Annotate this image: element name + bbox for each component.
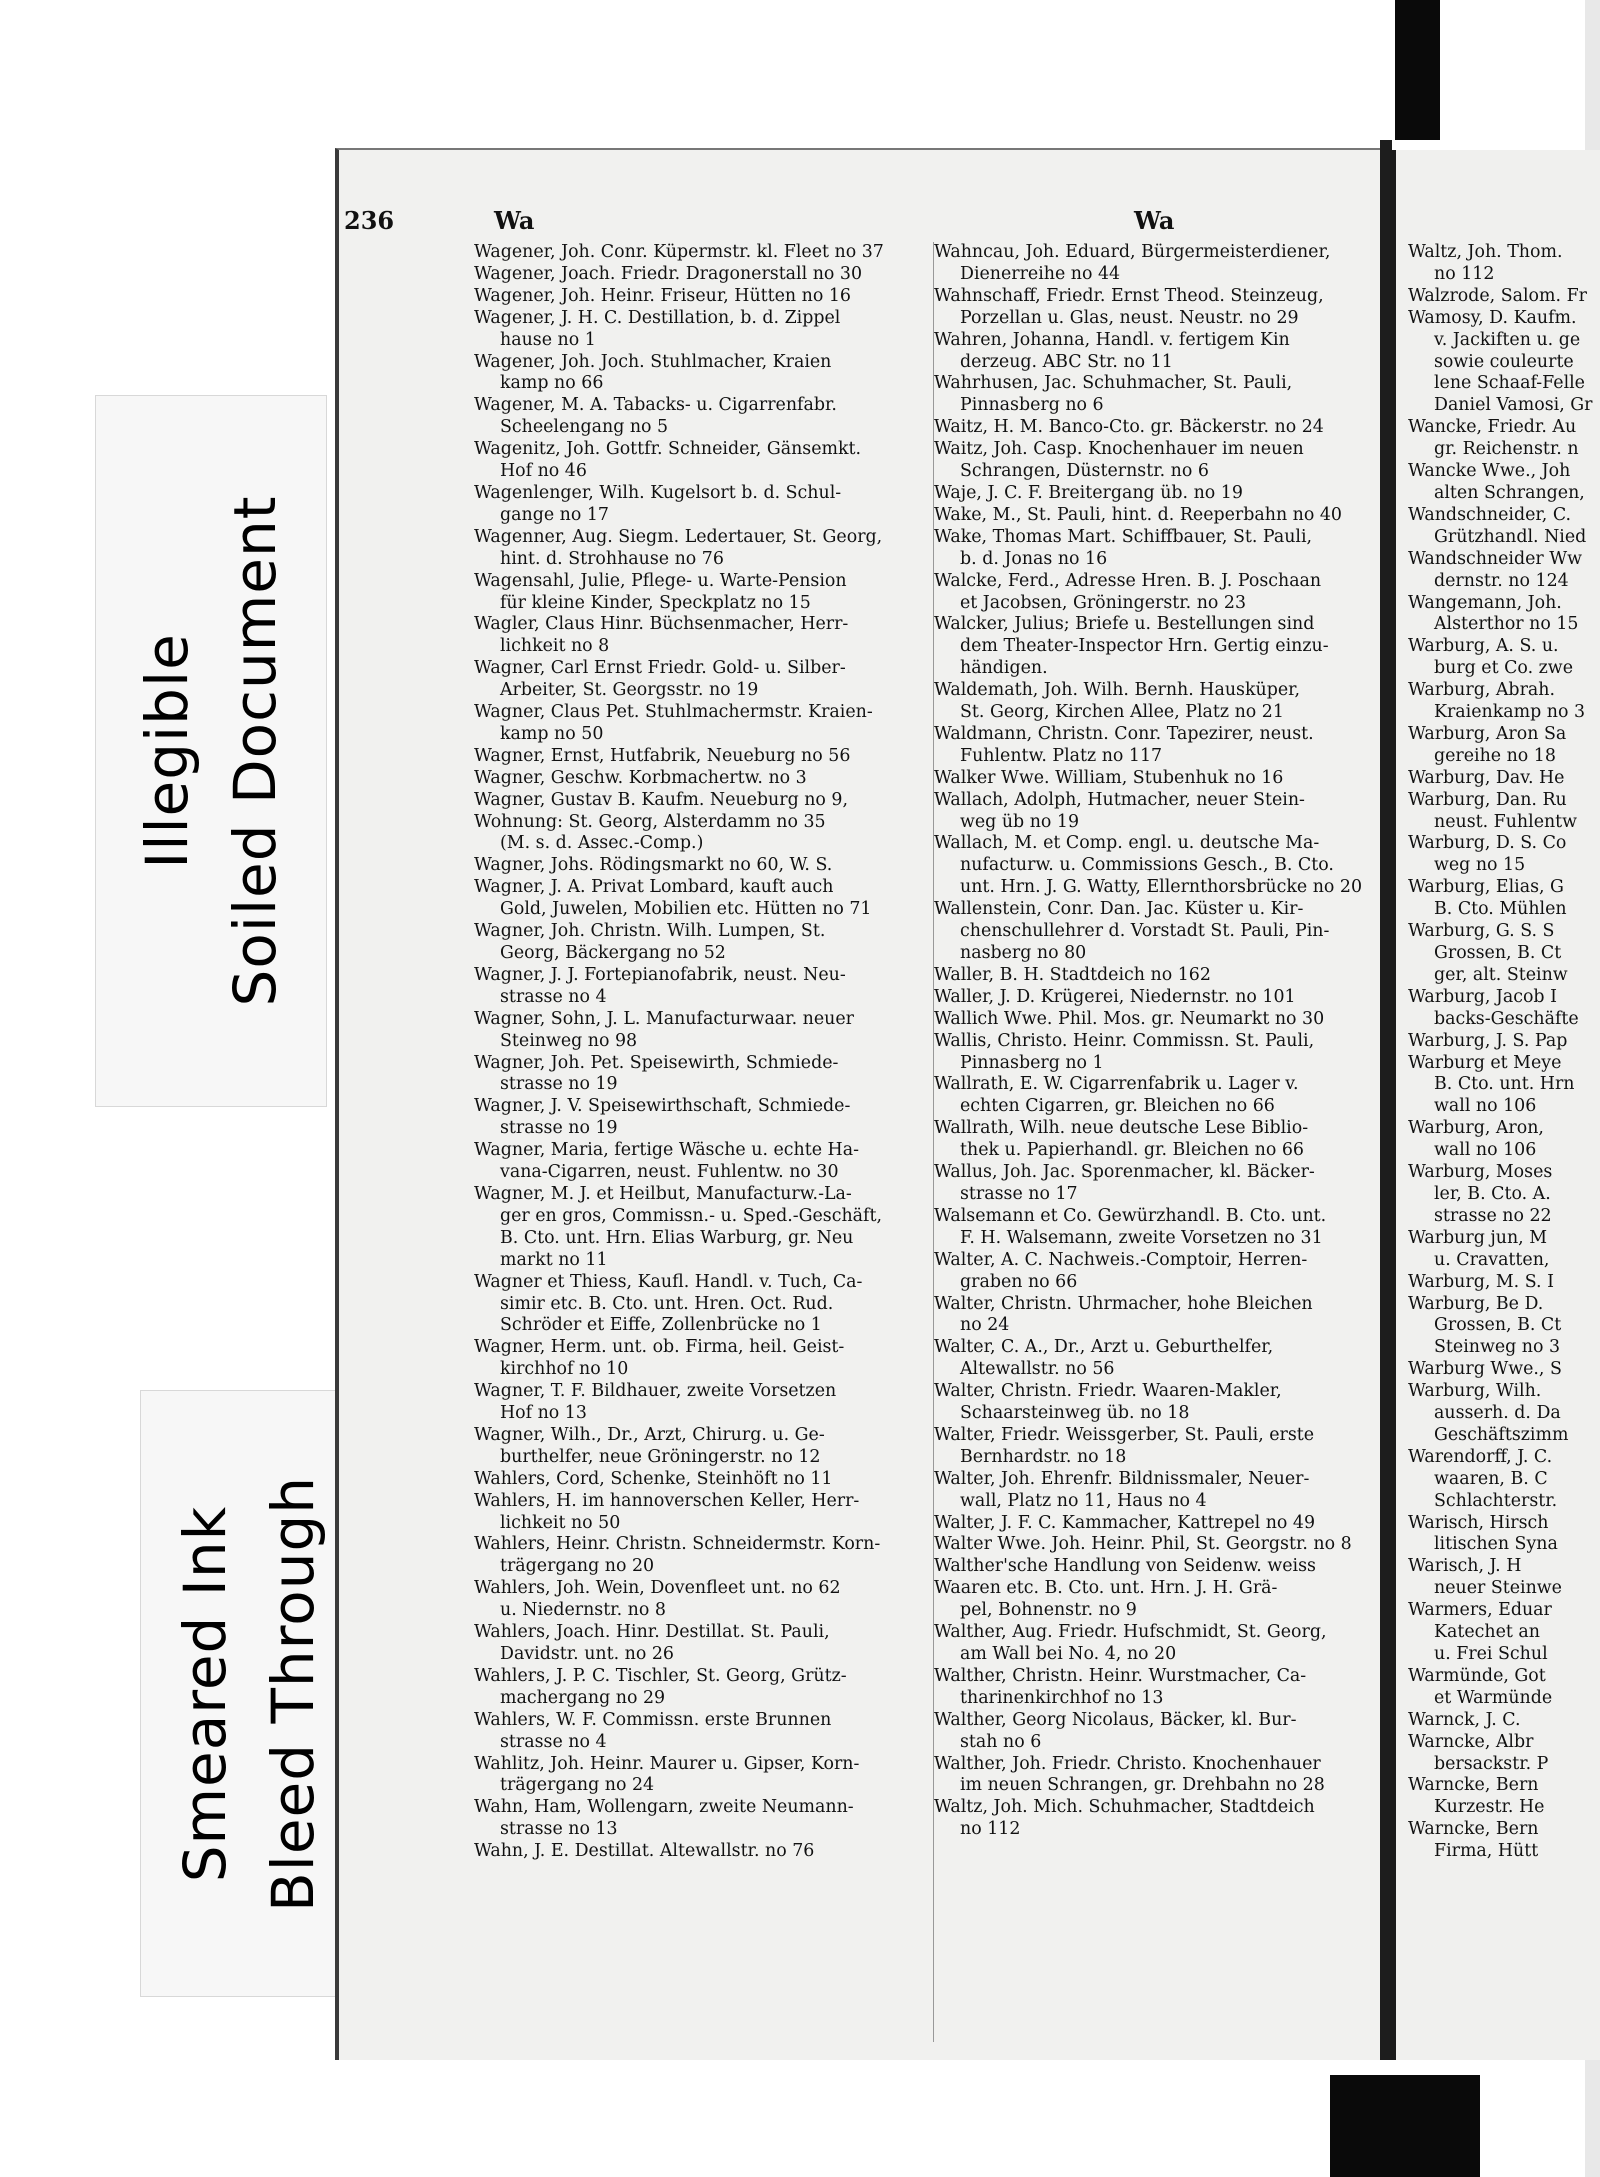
directory-entry-line: Warburg jun, M [1408,1227,1548,1248]
directory-entry-line: Wagner, Sohn, J. L. Manufacturwaar. neuer [474,1008,854,1029]
directory-entry-line: Warmünde, Got [1408,1665,1546,1686]
directory-entry-line: Wancke Wwe., Joh [1408,461,1571,482]
directory-entry-line: Wahnschaff, Friedr. Ernst Theod. Steinzeug, [934,285,1324,306]
directory-entry-line: no 112 [960,1819,1021,1840]
directory-entry-line: Wagner, M. J. et Heilbut, Manufacturw.-La- [474,1183,852,1204]
directory-entry-line: strasse no 19 [500,1118,618,1139]
directory-entry-line: Warmers, Eduar [1408,1600,1552,1621]
directory-entry-line: Wahlitz, Joh. Heinr. Maurer u. Gipser, Korn- [474,1753,860,1774]
directory-entry-line: strasse no 19 [500,1074,618,1095]
directory-entry-line: dem Theater-Inspector Hrn. Gertig einzu- [960,636,1329,657]
directory-entry-line: Wangemann, Joh. [1408,592,1562,613]
directory-entry-line: Wallrath, E. W. Cigarrenfabrik u. Lager v. [934,1074,1299,1095]
directory-entry-line: u. Cravatten, [1434,1249,1550,1270]
directory-entry-line: Warburg, Moses [1408,1162,1553,1183]
directory-entry-line: no 112 [1434,263,1495,284]
directory-entry-line: Wagner, Carl Ernst Friedr. Gold- u. Silber- [474,658,846,679]
directory-entry-line: wall, Platz no 11, Haus no 4 [960,1490,1207,1511]
directory-entry-line: Wahlers, Joach. Hinr. Destillat. St. Pauli, [474,1622,830,1643]
directory-entry-line: no 24 [960,1315,1010,1336]
directory-entry-line: Waitz, H. M. Banco-Cto. gr. Bäckerstr. no 24 [934,417,1324,438]
directory-entry-line: Wallis, Christo. Heinr. Commissn. St. Pauli, [934,1030,1315,1051]
directory-entry-line: gr. Reichenstr. n [1434,439,1579,460]
directory-entry-line: Walker Wwe. William, Stubenhuk no 16 [934,767,1284,788]
directory-entry-line: unt. Hrn. J. G. Watty, Ellernthorsbrücke no 20 [960,877,1363,898]
directory-entry-line: Walter, Joh. Ehrenfr. Bildnissmaler, Neuer- [934,1468,1310,1489]
directory-entry-line: Kraienkamp no 3 [1434,702,1586,723]
directory-entry-line: wall no 106 [1434,1140,1537,1161]
directory-entry-line: Wagenlenger, Wilh. Kugelsort b. d. Schul- [474,482,842,503]
directory-entry-line: Wagner, Maria, fertige Wäsche u. echte Ha- [474,1140,859,1161]
directory-entry-line: Warncke, Bern [1408,1819,1539,1840]
directory-entry-line: Wandschneider, C. [1408,504,1572,525]
directory-entry-line: Wagener, Joach. Friedr. Dragonerstall no 30 [474,263,863,284]
directory-entry-line: Walzrode, Salom. Fr [1408,285,1587,306]
right-column [1408,242,1600,1863]
directory-entry-line: lichkeit no 8 [500,636,610,657]
directory-entry-line: Wancke, Friedr. Au [1408,417,1577,438]
directory-entry-line: wall no 106 [1434,1096,1537,1117]
directory-entry-line: Wahlers, W. F. Commissn. erste Brunnen [474,1709,832,1730]
directory-entry-line: Wagenner, Aug. Siegm. Ledertauer, St. Georg, [474,526,883,547]
left-column [474,242,929,1863]
directory-entry-line: kirchhof no 10 [500,1359,629,1380]
directory-entry-line: Wagensahl, Julie, Pflege- u. Warte-Pension [474,570,847,591]
directory-entry-line: Wahncau, Joh. Eduard, Bürgermeisterdiener, [934,242,1331,262]
directory-entry-line: chenschullehrer d. Vorstadt St. Pauli, Pin- [960,921,1330,942]
directory-entry-line: nasberg no 80 [960,943,1087,963]
directory-entry-line: im neuen Schrangen, gr. Drehbahn no 28 [960,1775,1325,1796]
directory-entry-line: am Wall bei No. 4, no 20 [960,1644,1177,1664]
directory-entry-line: Grützhandl. Nied [1434,526,1587,547]
directory-entry-line: Wagner, Wilh., Dr., Arzt, Chirurg. u. Ge- [474,1424,825,1445]
directory-entry-line: strasse no 22 [1434,1205,1552,1226]
label-smeared-ink: Smeared Ink [170,1505,239,1882]
directory-entry-line: Schlachterstr. [1434,1490,1558,1511]
directory-entry-line: Wahlers, J. P. C. Tischler, St. Georg, Grütz- [474,1665,847,1686]
directory-entry-line: Wagler, Claus Hinr. Büchsenmacher, Herr- [474,614,849,635]
directory-entry-line: B. Cto. unt. Hrn [1434,1074,1575,1095]
degradation-label-card-top [95,395,327,1107]
directory-entry-line: Warburg, Jacob I [1408,986,1557,1007]
directory-entry-line: für kleine Kinder, Speckplatz no 15 [500,592,811,613]
directory-entry-line: Schaarsteinweg üb. no 18 [960,1403,1190,1424]
directory-entry-line: Wallus, Joh. Jac. Sporenmacher, kl. Bäcker- [934,1162,1315,1183]
degradation-label-card-bottom [140,1390,357,1997]
directory-entry-line: Walter, A. C. Nachweis.-Comptoir, Herren- [934,1249,1308,1270]
directory-entry-line: Wagner, Joh. Christn. Wilh. Lumpen, St. [474,921,826,942]
facing-page [1390,150,1600,2060]
directory-entry-line: Walther'sche Handlung von Seidenw. weiss [934,1556,1316,1577]
directory-entry-line: strasse no 17 [960,1183,1078,1204]
directory-entry-line: Warburg, Elias, G [1408,877,1564,898]
directory-entry-line: Steinweg no 98 [500,1030,638,1051]
directory-entry-line: Porzellan u. Glas, neust. Neustr. no 29 [960,307,1299,328]
directory-entry-line: simir etc. B. Cto. unt. Hren. Oct. Rud. [500,1293,834,1314]
directory-entry-line: Alsterthor no 15 [1434,614,1579,635]
page-header-right: Wa [1134,206,1175,235]
directory-entry-line: B. Cto. Mühlen [1434,899,1567,920]
directory-entry-line: Wagner, Gustav B. Kaufm. Neueburg no 9, [474,789,849,810]
directory-entry-line: Wagener, Joh. Joch. Stuhlmacher, Kraien [474,351,832,372]
directory-entry-line: Wallach, Adolph, Hutmacher, neuer Stein- [934,789,1305,810]
directory-entry-line: lichkeit no 50 [500,1512,621,1533]
scan-dark-strip-bottom [1330,2075,1480,2177]
directory-entry-line: backs-Geschäfte [1434,1008,1579,1029]
directory-entry-line: Dienerreihe no 44 [960,263,1121,284]
directory-entry-line: Walcker, Julius; Briefe u. Bestellungen sind [934,614,1315,635]
directory-entry-line: vana-Cigarren, neust. Fuhlentw. no 30 [500,1162,839,1183]
directory-entry-line: burg et Co. zwe [1434,658,1573,679]
directory-entry-line: Wahrhusen, Jac. Schuhmacher, St. Pauli, [934,373,1293,394]
directory-entry-line: Warburg, G. S. S [1408,921,1555,942]
directory-entry-line: ger en gros, Commissn.- u. Sped.-Geschäft, [500,1205,882,1226]
directory-entry-line: Wallrath, Wilh. neue deutsche Lese Biblio- [934,1118,1309,1139]
directory-page [335,148,1389,2060]
directory-entry-line: Wagner, Joh. Pet. Speisewirth, Schmiede- [474,1052,839,1073]
directory-entry-line: Wahlers, H. im hannoverschen Keller, Herr- [474,1490,860,1511]
label-soiled-document: Soiled Document [221,495,289,1007]
directory-entry-line: Wahren, Johanna, Handl. v. fertigem Kin [934,329,1290,350]
directory-entry-line: Schröder et Eiffe, Zollenbrücke no 1 [500,1315,822,1336]
directory-entry-line: Geschäftszimm [1434,1424,1569,1445]
directory-entry-line: burthelfer, neue Gröningerstr. no 12 [500,1446,821,1467]
directory-entry-line: Walter, C. A., Dr., Arzt u. Geburthelfer, [934,1337,1274,1358]
directory-entry-line: weg üb no 19 [960,811,1080,832]
directory-entry-line: Warburg, J. S. Pap [1408,1030,1568,1051]
directory-entry-line: Warisch, J. H [1408,1556,1522,1577]
directory-entry-line: Schrangen, Düsternstr. no 6 [960,461,1209,482]
directory-entry-line: Wagener, J. H. C. Destillation, b. d. Zippel [474,307,841,328]
directory-entry-line: Pinnasberg no 1 [960,1052,1104,1073]
directory-entry-line: Walter, J. F. C. Kammacher, Kattrepel no 49 [934,1512,1316,1533]
directory-entry-line: Walther, Aug. Friedr. Hufschmidt, St. Georg, [934,1622,1327,1643]
directory-entry-line: graben no 66 [960,1271,1078,1292]
directory-entry-line: v. Jackiften u. ge [1434,329,1581,350]
directory-entry-line: Katechet an [1434,1622,1540,1643]
directory-entry-line: Davidstr. unt. no 26 [500,1644,674,1664]
directory-entry-line: Wahlers, Cord, Schenke, Steinhöft no 11 [474,1468,833,1489]
directory-entry-line: Warburg, D. S. Co [1408,833,1567,854]
directory-entry-line: u. Niedernstr. no 8 [500,1600,666,1621]
directory-entry-line: händigen. [960,658,1048,679]
directory-entry-line: alten Schrangen, [1434,482,1585,503]
middle-column [934,242,1376,1841]
directory-entry-line: pel, Bohnenstr. no 9 [960,1600,1137,1621]
directory-entry-line: Wagner, Geschw. Korbmachertw. no 3 [474,767,807,788]
directory-entry-line: Wake, Thomas Mart. Schiffbauer, St. Pauli, [934,526,1313,547]
directory-entry-line: Wagner, T. F. Bildhauer, zweite Vorsetzen [474,1381,837,1402]
directory-entry-line: thek u. Papierhandl. gr. Bleichen no 66 [960,1140,1304,1161]
directory-entry-line: tharinenkirchhof no 13 [960,1687,1164,1708]
directory-entry-line: Wagener, M. A. Tabacks- u. Cigarrenfabr. [474,395,837,416]
directory-entry-line: Wagner, J. A. Privat Lombard, kauft auch [474,877,834,898]
directory-entry-line: u. Frei Schul [1434,1644,1548,1664]
directory-entry-line: strasse no 13 [500,1819,618,1840]
directory-entry-line: Daniel Vamosi, Gr [1434,395,1593,416]
directory-entry-line: Kurzestr. He [1434,1797,1545,1818]
directory-entry-line: Pinnasberg no 6 [960,395,1104,416]
directory-entry-line: ausserh. d. Da [1434,1403,1561,1424]
directory-entry-line: machergang no 29 [500,1687,666,1708]
directory-entry-line: Warncke, Bern [1408,1775,1539,1796]
directory-entry-line: Wagener, Joh. Conr. Küpermstr. kl. Fleet no 37 [474,242,884,262]
directory-entry-line: nufacturw. u. Commissions Gesch., B. Cto. [960,855,1334,876]
directory-entry-line: derzeug. ABC Str. no 11 [960,351,1173,372]
directory-entry-line: strasse no 4 [500,1731,607,1752]
directory-entry-line: St. Georg, Kirchen Allee, Platz no 21 [960,702,1284,723]
directory-entry-line: Warburg, Be D. [1408,1293,1544,1314]
directory-entry-line: Warburg, M. S. I [1408,1271,1554,1292]
directory-entry-line: Wahlers, Heinr. Christn. Schneidermstr. Korn- [474,1534,881,1555]
directory-entry-line: hause no 1 [500,329,596,350]
directory-entry-line: Wandschneider Ww [1408,548,1583,569]
directory-entry-line: et Jacobsen, Gröningerstr. no 23 [960,592,1247,613]
directory-entry-line: Wake, M., St. Pauli, hint. d. Reeperbahn no 40 [934,504,1342,525]
directory-entry-line: Waller, B. H. Stadtdeich no 162 [934,964,1211,985]
label-illegible: Illegible [133,633,201,869]
directory-entry-line: Grossen, B. Ct [1434,1315,1562,1336]
directory-entry-line: Warburg, Wilh. [1408,1381,1542,1402]
directory-entry-line: F. H. Walsemann, zweite Vorsetzen no 31 [960,1227,1323,1248]
directory-entry-line: litischen Syna [1434,1534,1558,1555]
directory-entry-line: (M. s. d. Assec.-Comp.) [500,833,704,854]
directory-entry-line: gereihe no 18 [1434,745,1556,766]
directory-entry-line: Wallach, M. et Comp. engl. u. deutsche Ma- [934,833,1320,854]
scan-dark-strip-top [1395,0,1440,140]
directory-entry-line: Altewallstr. no 56 [960,1359,1115,1380]
directory-entry-line: lene Schaaf-Felle [1434,373,1585,394]
directory-entry-line: Wagner, Claus Pet. Stuhlmachermstr. Kraien- [474,702,873,723]
directory-entry-line: Wallich Wwe. Phil. Mos. gr. Neumarkt no 30 [934,1008,1325,1029]
directory-entry-line: markt no 11 [500,1249,608,1270]
directory-entry-line: Waitz, Joh. Casp. Knochenhauer im neuen [934,439,1304,460]
directory-entry-line: Gold, Juwelen, Mobilien etc. Hütten no 71 [500,899,872,920]
directory-entry-line: Warnck, J. C. [1408,1709,1521,1730]
directory-entry-line: waaren, B. C [1434,1468,1548,1489]
directory-entry-line: dernstr. no 124 [1434,570,1569,591]
directory-entry-line: trägergang no 20 [500,1556,655,1577]
directory-entry-line: sowie couleurte [1434,351,1574,372]
directory-entry-line: Fuhlentw. Platz no 117 [960,745,1163,766]
directory-entry-line: trägergang no 24 [500,1775,655,1796]
directory-entry-line: Warburg et Meye [1408,1052,1562,1073]
directory-entry-line: Walter, Christn. Uhrmacher, hohe Bleichen [934,1293,1313,1314]
directory-entry-line: Walther, Christn. Heinr. Wurstmacher, Ca- [934,1665,1307,1686]
directory-entry-line: Wagner et Thiess, Kaufl. Handl. v. Tuch, Ca- [474,1271,863,1292]
directory-entry-line: Walter, Friedr. Weissgerber, St. Pauli, erste [934,1424,1315,1445]
directory-entry-line: gange no 17 [500,504,609,525]
directory-entry-line: strasse no 4 [500,986,607,1007]
directory-entry-line: Waldemath, Joh. Wilh. Bernh. Hausküper, [934,680,1301,701]
directory-entry-line: ler, B. Cto. A. [1434,1183,1551,1204]
directory-entry-line: Wagenitz, Joh. Gottfr. Schneider, Gänsemkt. [474,439,862,460]
directory-entry-line: Waldmann, Christn. Conr. Tapezirer, neust. [934,723,1314,744]
directory-entry-line: kamp no 66 [500,373,604,394]
directory-entry-line: Walter, Christn. Friedr. Waaren-Makler, [934,1381,1282,1402]
page-number: 236 [344,206,395,235]
directory-entry-line: Warburg, Abrah. [1408,680,1555,701]
directory-entry-line: Waje, J. C. F. Breitergang üb. no 19 [934,482,1243,503]
directory-entry-line: Waaren etc. B. Cto. unt. Hrn. J. H. Grä- [934,1578,1278,1599]
directory-entry-line: Grossen, B. Ct [1434,943,1562,963]
directory-entry-line: Wahn, Ham, Wollengarn, zweite Neumann- [474,1797,854,1818]
directory-entry-line: Wahn, J. E. Destillat. Altewallstr. no 76 [474,1841,815,1862]
directory-entry-line: Wohnung: St. Georg, Alsterdamm no 35 [474,811,826,832]
directory-entry-line: Warburg, Aron, [1408,1118,1544,1139]
directory-entry-line: Warburg Wwe., S [1408,1359,1562,1380]
directory-entry-line: Wagner, J. V. Speisewirthschaft, Schmiede- [474,1096,851,1117]
directory-entry-line: et Warmünde [1434,1687,1553,1708]
directory-entry-line: Wagner, J. J. Fortepianofabrik, neust. Neu- [474,964,846,985]
directory-entry-line: Warncke, Albr [1408,1731,1534,1752]
directory-entry-line: Steinweg no 3 [1434,1337,1561,1358]
directory-entry-line: Wallenstein, Conr. Dan. Jac. Küster u. Kir- [934,899,1304,920]
directory-entry-line: Bernhardstr. no 18 [960,1446,1127,1467]
directory-entry-line: Warburg, A. S. u. [1408,636,1559,657]
directory-entry-line: Hof no 13 [500,1403,587,1424]
directory-entry-line: neust. Fuhlentw [1434,811,1578,832]
directory-entry-line: neuer Steinwe [1434,1578,1562,1599]
directory-entry-line: Wahlers, Joh. Wein, Dovenfleet unt. no 62 [474,1578,841,1599]
directory-entry-line: Firma, Hütt [1434,1841,1539,1862]
directory-entry-line: hint. d. Strohhause no 76 [500,548,724,569]
directory-entry-line: Walter Wwe. Joh. Heinr. Phil, St. Georgstr. no 8 [934,1534,1352,1555]
directory-entry-line: kamp no 50 [500,723,604,744]
directory-entry-line: b. d. Jonas no 16 [960,548,1108,569]
directory-entry-line: Georg, Bäckergang no 52 [500,943,726,963]
directory-entry-line: Wagner, Ernst, Hutfabrik, Neueburg no 56 [474,745,851,766]
directory-entry-line: echten Cigarren, gr. Bleichen no 66 [960,1096,1275,1117]
directory-entry-line: stah no 6 [960,1731,1042,1752]
directory-entry-line: weg no 15 [1434,855,1526,876]
directory-entry-line: Waller, J. D. Krügerei, Niedernstr. no 101 [934,986,1296,1007]
directory-entry-line: Walther, Georg Nicolaus, Bäcker, kl. Bur- [934,1709,1297,1730]
directory-entry-line: Scheelengang no 5 [500,417,669,438]
directory-entry-line: Waltz, Joh. Mich. Schuhmacher, Stadtdeich [934,1797,1315,1818]
directory-entry-line: Walcke, Ferd., Adresse Hren. B. J. Poschaan [934,570,1322,591]
directory-entry-line: Arbeiter, St. Georgsstr. no 19 [500,680,759,701]
directory-entry-line: Warendorff, J. C. [1408,1446,1553,1467]
directory-entry-line: Warburg, Aron Sa [1408,723,1567,744]
directory-entry-line: B. Cto. unt. Hrn. Elias Warburg, gr. Neu [500,1227,854,1248]
directory-entry-line: Wagner, Herm. unt. ob. Firma, heil. Geist- [474,1337,845,1358]
directory-entry-line: Warburg, Dav. He [1408,767,1565,788]
directory-entry-line: Hof no 46 [500,461,587,482]
directory-entry-line: Walsemann et Co. Gewürzhandl. B. Cto. unt. [934,1205,1327,1226]
directory-entry-line: bersackstr. P [1434,1753,1549,1774]
label-bleed-through: Bleed Through [258,1475,327,1912]
directory-entry-line: Wagener, Joh. Heinr. Friseur, Hütten no 16 [474,285,851,306]
directory-entry-line: ger, alt. Steinw [1434,964,1568,985]
directory-entry-line: Waltz, Joh. Thom. [1408,242,1563,262]
directory-entry-line: Walther, Joh. Friedr. Christo. Knochenhauer [934,1753,1321,1774]
page-header-left: Wa [494,206,535,235]
directory-entry-line: Warburg, Dan. Ru [1408,789,1567,810]
directory-entry-line: Warisch, Hirsch [1408,1512,1549,1533]
directory-entry-line: Wagner, Johs. Rödingsmarkt no 60, W. S. [474,855,833,876]
directory-entry-line: Wamosy, D. Kaufm. [1408,307,1577,328]
